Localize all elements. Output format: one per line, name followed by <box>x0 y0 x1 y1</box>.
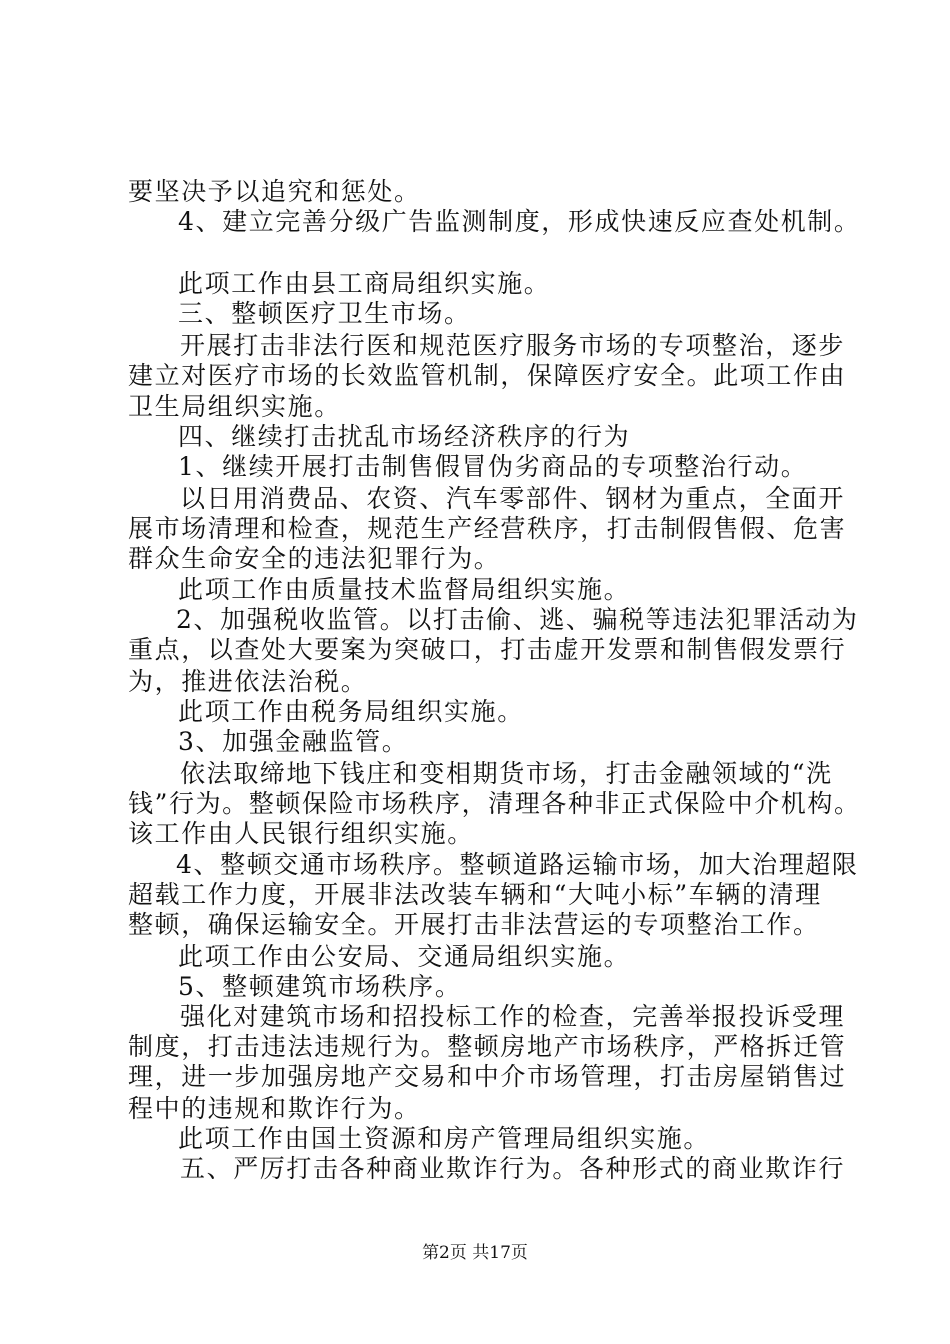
text-line-6: 建立对医疗市场的长效监管机制，保障医疗安全。此项工作由 <box>128 361 847 390</box>
text-line-9: 1、继续开展打击制售假冒伪劣商品的专项整治行动。 <box>178 452 808 481</box>
text-line-12: 群众生命安全的违法犯罪行为。 <box>128 544 501 573</box>
text-line-28: 制度，打击违法违规行为。整顿房地产市场秩序，严格拆迁管 <box>128 1032 847 1061</box>
text-line-31: 此项工作由国土资源和房产管理局组织实施。 <box>178 1124 711 1153</box>
text-line-16: 为，推进依法治税。 <box>128 667 368 696</box>
text-line-19: 依法取缔地下钱庄和变相期货市场，打击金融领域的“洗 <box>180 759 833 788</box>
text-line-30: 程中的违规和欺诈行为。 <box>128 1094 421 1123</box>
text-line-11: 展市场清理和检查，规范生产经营秩序，打击制假售假、危害 <box>128 514 847 543</box>
text-line-2: 4、建立完善分级广告监测制度，形成快速反应查处机制。 <box>178 207 861 236</box>
text-line-23: 超载工作力度，开展非法改装车辆和“大吨小标”车辆的清理 <box>128 880 822 909</box>
page-number-footer: 第2页 共17页 <box>422 1243 528 1263</box>
text-line-20: 钱”行为。整顿保险市场秩序，清理各种非正式保险中介机构。 <box>128 789 861 818</box>
text-line-22: 4、整顿交通市场秩序。整顿道路运输市场，加大治理超限 <box>176 850 859 879</box>
text-line-10: 以日用消费品、农资、汽车零部件、钢材为重点，全面开 <box>180 484 846 513</box>
text-line-27: 强化对建筑市场和招投标工作的检查，完善举报投诉受理 <box>180 1002 846 1031</box>
text-line-15: 重点，以查处大要案为突破口，打击虚开发票和制售假发票行 <box>128 635 847 664</box>
text-line-21: 该工作由人民银行组织实施。 <box>128 819 474 848</box>
text-line-3: 此项工作由县工商局组织实施。 <box>178 269 551 298</box>
text-line-5: 开展打击非法行医和规范医疗服务市场的专项整治，逐步 <box>180 331 846 360</box>
text-line-26: 5、整顿建筑市场秩序。 <box>178 972 462 1001</box>
text-line-18: 3、加强金融监管。 <box>178 727 409 756</box>
text-line-17: 此项工作由税务局组织实施。 <box>178 697 524 726</box>
text-line-32: 五、严厉打击各种商业欺诈行为。各种形式的商业欺诈行 <box>180 1154 846 1183</box>
text-line-29: 理，进一步加强房地产交易和中介市场管理，打击房屋销售过 <box>128 1062 847 1091</box>
text-line-13: 此项工作由质量技术监督局组织实施。 <box>178 575 631 604</box>
text-line-4: 三、整顿医疗卫生市场。 <box>178 299 471 328</box>
text-line-14: 2、加强税收监管。以打击偷、逃、骗税等违法犯罪活动为 <box>176 605 859 634</box>
text-line-7: 卫生局组织实施。 <box>128 392 341 421</box>
text-line-1: 要坚决予以追究和惩处。 <box>128 177 421 206</box>
text-line-25: 此项工作由公安局、交通局组织实施。 <box>178 942 631 971</box>
text-line-24: 整顿，确保运输安全。开展打击非法营运的专项整治工作。 <box>128 910 820 939</box>
text-line-8: 四、继续打击扰乱市场经济秩序的行为 <box>178 422 631 451</box>
